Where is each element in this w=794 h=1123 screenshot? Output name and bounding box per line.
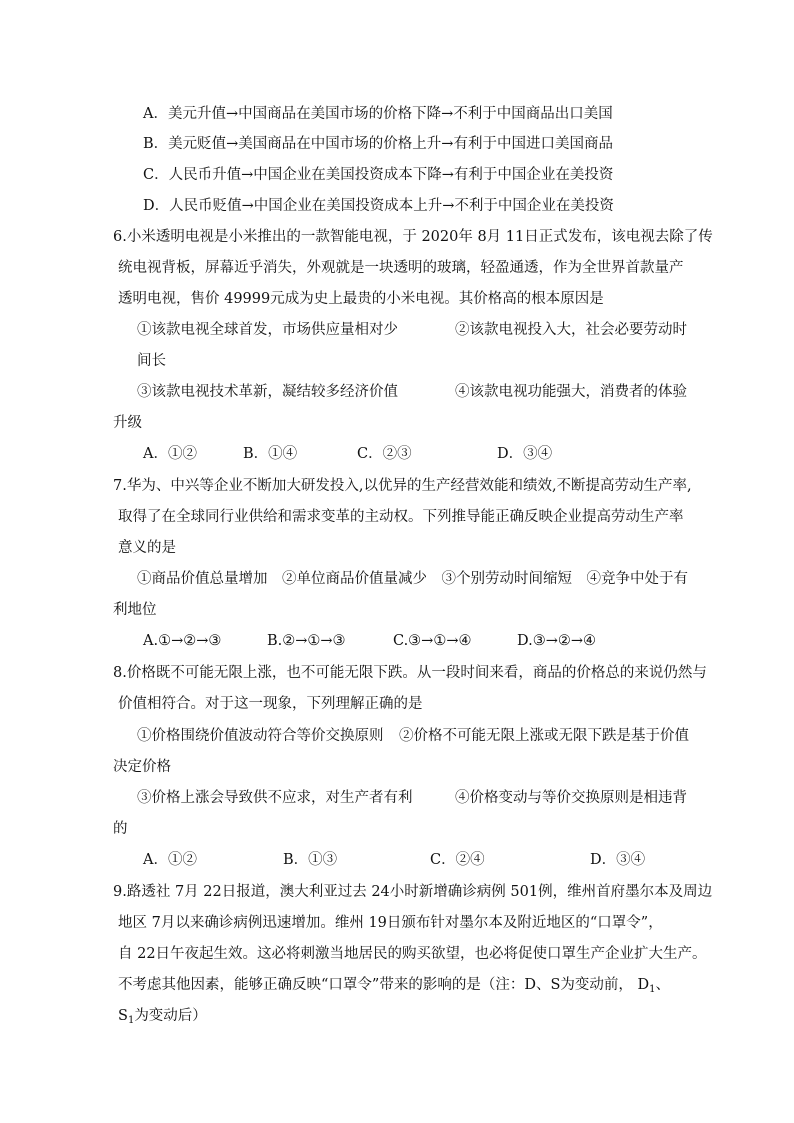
q9-s1-subscript: 1: [127, 1015, 135, 1026]
q9-stem-line-3: 自 22日午夜起生效。这必将刺激当地居民的购买欲望，也必将促使口罩生产企业扩大生产。: [118, 946, 707, 962]
q7-option-b: B.②→①→③: [267, 633, 346, 649]
q6-option-c: C．②③: [357, 446, 412, 462]
q9-stem-line-1: 9.路透社 7月 22日报道，澳大利亚过去 24小时新增确诊病例 501例，维州首府墨尔本及周边: [113, 884, 713, 900]
q7-items-cont: 利地位: [113, 602, 157, 618]
q9-comma: 、: [655, 977, 670, 993]
q6-option-a: A．①②: [143, 446, 197, 462]
q7-option-c: C.③→①→④: [393, 633, 472, 649]
q6-item-4-cont: 升级: [113, 415, 142, 431]
q8-stem-line-2: 价值相符合。对于这一现象，下列理解正确的是: [118, 696, 423, 712]
q8-item-3: ③价格上涨会导致供不应求，对生产者有利: [137, 790, 413, 806]
q7-option-d: D.③→②→④: [517, 633, 597, 649]
q9-s1-tail: 为变动后）: [134, 1008, 207, 1024]
q9-d1-subscript: 1: [649, 984, 656, 995]
q5-option-b: B．美元贬值→美国商品在中国市场的价格上升→有利于中国进口美国商品: [143, 136, 613, 152]
q8-stem-line-1: 8.价格既不可能无限上涨，也不可能无限下跌。从一段时间来看，商品的价格总的来说仍然与: [113, 665, 707, 681]
q5-option-a: A．美元升值→中国商品在美国市场的价格下降→不利于中国商品出口美国: [143, 106, 613, 122]
q6-option-b: B．①④: [243, 446, 298, 462]
q6-stem-line-1: 6.小米透明电视是小米推出的一款智能电视，于 2020年 8月 11日正式发布，该电视去除了传: [113, 229, 713, 245]
q8-item-1: ①价格围绕价值波动符合等价交换原则: [137, 728, 384, 744]
q6-item-4: ④该款电视功能强大，消费者的体验: [455, 384, 687, 400]
q5-option-d: D．人民币贬值→中国企业在美国投资成本上升→不利于中国企业在美投资: [143, 198, 614, 214]
q6-item-3: ③该款电视技术革新，凝结较多经济价值: [137, 384, 398, 400]
q9-stem-line-4: [118, 975, 670, 1000]
q7-items: ①商品价值总量增加 ②单位商品价值量减少 ③个别劳动时间缩短 ④竞争中处于有: [137, 571, 688, 587]
q9-stem-line-2: 地区 7月以来确诊病例迅速增加。维州 19日颁布针对墨尔本及附近地区的“口罩令”，: [118, 915, 663, 931]
q9-s-letter: S: [118, 1008, 128, 1024]
q8-item-4: ④价格变动与等价交换原则是相违背: [455, 790, 687, 806]
q7-stem-line-3: 意义的是: [118, 540, 176, 556]
q6-item-2: ②该款电视投入大，社会必要劳动时: [455, 322, 687, 338]
q6-item-2-cont: 间长: [137, 353, 166, 369]
q8-option-d: D．③④: [590, 852, 646, 868]
q8-option-c: C．②④: [430, 852, 485, 868]
q9-stem-line-4-text: 不考虑其他因素，能够正确反映“口罩令”带来的影响的是（注：D、S为变动前， D: [118, 977, 650, 993]
q6-option-d: D．③④: [497, 446, 553, 462]
q7-option-a: A.①→②→③: [143, 633, 222, 649]
q9-stem-line-5: [118, 1006, 207, 1031]
q8-item-2-cont: 决定价格: [113, 759, 171, 775]
q6-item-1: ①该款电视全球首发，市场供应量相对少: [137, 322, 398, 338]
q8-option-b: B．①③: [283, 852, 338, 868]
q6-stem-line-3: 透明电视，售价 49999元成为史上最贵的小米电视。其价格高的根本原因是: [118, 291, 604, 307]
q8-option-a: A．①②: [143, 852, 197, 868]
q5-option-c: C．人民币升值→中国企业在美国投资成本下降→有利于中国企业在美投资: [143, 167, 614, 183]
q6-stem-line-2: 统电视背板，屏幕近乎消失，外观就是一块透明的玻璃，轻盈通透，作为全世界首款量产: [118, 260, 684, 276]
q7-stem-line-2: 取得了在全球同行业供给和需求变革的主动权。下列推导能正确反映企业提高劳动生产率: [118, 509, 684, 525]
q8-item-2: ②价格不可能无限上涨或无限下跌是基于价值: [399, 728, 689, 744]
q8-item-4-cont: 的: [113, 821, 128, 837]
q7-stem-line-1: 7.华为、中兴等企业不断加大研发投入,以优异的生产经营效能和绩效,不断提高劳动生产率,: [113, 478, 692, 494]
